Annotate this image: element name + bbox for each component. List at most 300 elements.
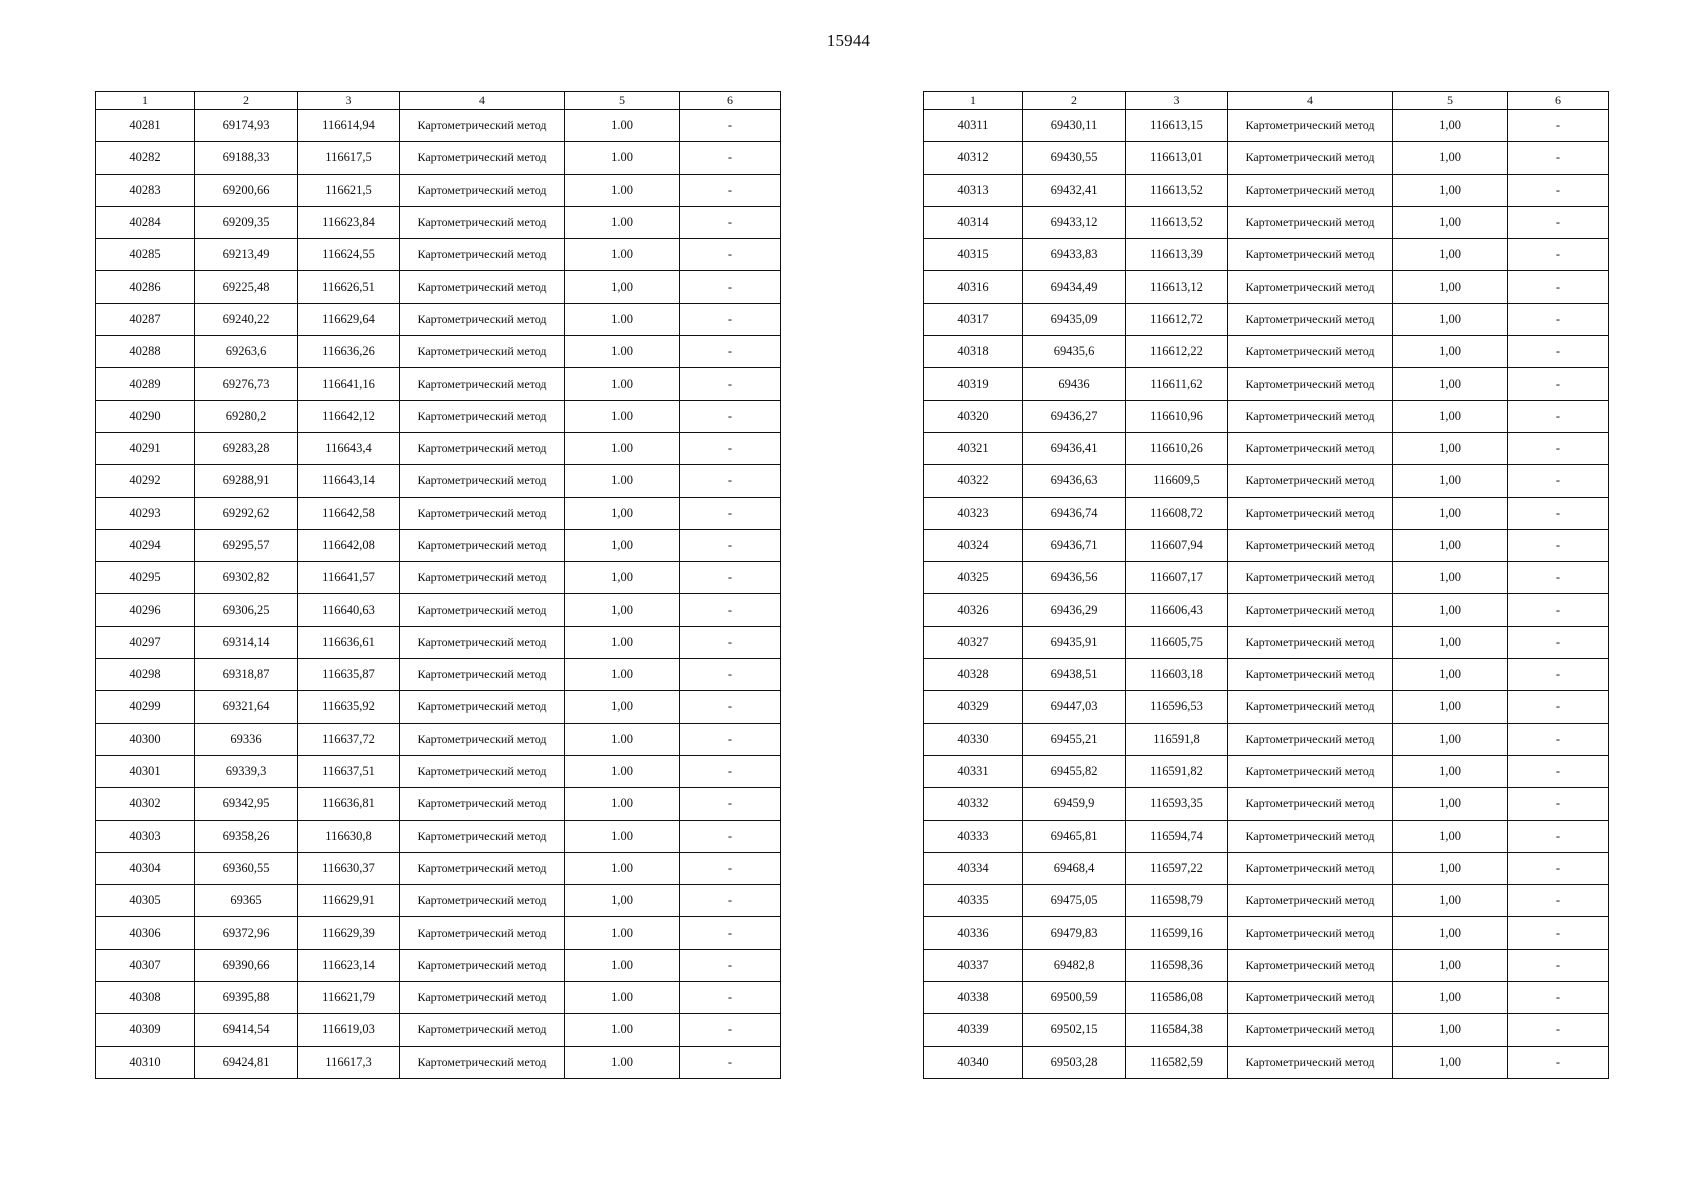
y-coordinate-cell: 116612,22	[1126, 336, 1228, 368]
note-cell: -	[1508, 562, 1609, 594]
point-number-cell: 40339	[924, 1014, 1023, 1046]
table-row	[924, 400, 1609, 432]
point-number-cell: 40293	[96, 497, 195, 529]
method-cell: Картометрический метод	[1228, 626, 1393, 658]
y-coordinate-cell: 116598,36	[1126, 949, 1228, 981]
point-number-cell: 40304	[96, 852, 195, 884]
x-coordinate-cell: 69280,2	[195, 400, 298, 432]
note-cell: -	[680, 174, 781, 206]
y-coordinate-cell: 116614,94	[298, 110, 400, 142]
point-number-cell: 40328	[924, 659, 1023, 691]
table-row	[96, 852, 781, 884]
note-cell: -	[680, 594, 781, 626]
y-coordinate-cell: 116582,59	[1126, 1046, 1228, 1078]
y-coordinate-cell: 116599,16	[1126, 917, 1228, 949]
table-row	[924, 303, 1609, 335]
point-number-cell: 40285	[96, 239, 195, 271]
method-cell: Картометрический метод	[1228, 788, 1393, 820]
accuracy-cell: 1,00	[1393, 368, 1508, 400]
accuracy-cell: 1,00	[1393, 432, 1508, 464]
x-coordinate-cell: 69339,3	[195, 755, 298, 787]
accuracy-cell: 1,00	[1393, 400, 1508, 432]
table-row	[924, 885, 1609, 917]
y-coordinate-cell: 116623,14	[298, 949, 400, 981]
point-number-cell: 40303	[96, 820, 195, 852]
accuracy-cell: 1,00	[565, 885, 680, 917]
table-row	[924, 271, 1609, 303]
accuracy-cell: 1,00	[1393, 659, 1508, 691]
method-cell: Картометрический метод	[400, 465, 565, 497]
column-header-6: 6	[1508, 92, 1609, 110]
table-row	[96, 271, 781, 303]
y-coordinate-cell: 116597,22	[1126, 852, 1228, 884]
point-number-cell: 40329	[924, 691, 1023, 723]
column-header-1: 1	[96, 92, 195, 110]
accuracy-cell: 1,00	[1393, 110, 1508, 142]
accuracy-cell: 1.00	[565, 432, 680, 464]
y-coordinate-cell: 116643,14	[298, 465, 400, 497]
x-coordinate-cell: 69435,91	[1023, 626, 1126, 658]
method-cell: Картометрический метод	[400, 110, 565, 142]
x-coordinate-cell: 69433,12	[1023, 206, 1126, 238]
point-number-cell: 40290	[96, 400, 195, 432]
x-coordinate-cell: 69390,66	[195, 949, 298, 981]
method-cell: Картометрический метод	[400, 368, 565, 400]
y-coordinate-cell: 116635,87	[298, 659, 400, 691]
method-cell: Картометрический метод	[400, 497, 565, 529]
point-number-cell: 40335	[924, 885, 1023, 917]
y-coordinate-cell: 116607,17	[1126, 562, 1228, 594]
point-number-cell: 40324	[924, 529, 1023, 561]
method-cell: Картометрический метод	[1228, 303, 1393, 335]
table-row	[924, 336, 1609, 368]
y-coordinate-cell: 116619,03	[298, 1014, 400, 1046]
y-coordinate-cell: 116613,52	[1126, 174, 1228, 206]
accuracy-cell: 1,00	[1393, 529, 1508, 561]
y-coordinate-cell: 116626,51	[298, 271, 400, 303]
column-header-3: 3	[1126, 92, 1228, 110]
point-number-cell: 40338	[924, 982, 1023, 1014]
x-coordinate-cell: 69395,88	[195, 982, 298, 1014]
point-number-cell: 40314	[924, 206, 1023, 238]
y-coordinate-cell: 116624,55	[298, 239, 400, 271]
note-cell: -	[1508, 788, 1609, 820]
x-coordinate-cell: 69465,81	[1023, 820, 1126, 852]
point-number-cell: 40336	[924, 917, 1023, 949]
x-coordinate-cell: 69502,15	[1023, 1014, 1126, 1046]
note-cell: -	[1508, 497, 1609, 529]
header-row	[924, 92, 1609, 110]
x-coordinate-cell: 69438,51	[1023, 659, 1126, 691]
method-cell: Картометрический метод	[400, 174, 565, 206]
point-number-cell: 40300	[96, 723, 195, 755]
accuracy-cell: 1,00	[1393, 239, 1508, 271]
note-cell: -	[1508, 529, 1609, 561]
y-coordinate-cell: 116607,94	[1126, 529, 1228, 561]
y-coordinate-cell: 116603,18	[1126, 659, 1228, 691]
table-row	[924, 788, 1609, 820]
note-cell: -	[1508, 271, 1609, 303]
accuracy-cell: 1.00	[565, 303, 680, 335]
accuracy-cell: 1.00	[565, 206, 680, 238]
y-coordinate-cell: 116584,38	[1126, 1014, 1228, 1046]
x-coordinate-cell: 69225,48	[195, 271, 298, 303]
x-coordinate-cell: 69436,29	[1023, 594, 1126, 626]
column-header-2: 2	[1023, 92, 1126, 110]
note-cell: -	[680, 497, 781, 529]
left-coordinates-table	[95, 91, 781, 1079]
method-cell: Картометрический метод	[400, 206, 565, 238]
column-header-4: 4	[400, 92, 565, 110]
point-number-cell: 40305	[96, 885, 195, 917]
point-number-cell: 40334	[924, 852, 1023, 884]
note-cell: -	[1508, 820, 1609, 852]
table-row	[96, 626, 781, 658]
method-cell: Картометрический метод	[400, 529, 565, 561]
y-coordinate-cell: 116605,75	[1126, 626, 1228, 658]
point-number-cell: 40321	[924, 432, 1023, 464]
point-number-cell: 40281	[96, 110, 195, 142]
y-coordinate-cell: 116613,15	[1126, 110, 1228, 142]
point-number-cell: 40317	[924, 303, 1023, 335]
note-cell: -	[680, 465, 781, 497]
y-coordinate-cell: 116630,8	[298, 820, 400, 852]
accuracy-cell: 1,00	[565, 594, 680, 626]
note-cell: -	[1508, 400, 1609, 432]
accuracy-cell: 1,00	[565, 562, 680, 594]
x-coordinate-cell: 69475,05	[1023, 885, 1126, 917]
y-coordinate-cell: 116641,57	[298, 562, 400, 594]
y-coordinate-cell: 116621,5	[298, 174, 400, 206]
x-coordinate-cell: 69447,03	[1023, 691, 1126, 723]
y-coordinate-cell: 116629,39	[298, 917, 400, 949]
point-number-cell: 40315	[924, 239, 1023, 271]
point-number-cell: 40316	[924, 271, 1023, 303]
x-coordinate-cell: 69424,81	[195, 1046, 298, 1078]
point-number-cell: 40309	[96, 1014, 195, 1046]
accuracy-cell: 1.00	[565, 336, 680, 368]
note-cell: -	[680, 917, 781, 949]
method-cell: Картометрический метод	[400, 659, 565, 691]
note-cell: -	[1508, 723, 1609, 755]
column-header-3: 3	[298, 92, 400, 110]
accuracy-cell: 1.00	[565, 174, 680, 206]
point-number-cell: 40296	[96, 594, 195, 626]
y-coordinate-cell: 116613,12	[1126, 271, 1228, 303]
x-coordinate-cell: 69455,21	[1023, 723, 1126, 755]
method-cell: Картометрический метод	[1228, 949, 1393, 981]
y-coordinate-cell: 116596,53	[1126, 691, 1228, 723]
y-coordinate-cell: 116641,16	[298, 368, 400, 400]
note-cell: -	[1508, 917, 1609, 949]
table-row	[96, 755, 781, 787]
note-cell: -	[1508, 852, 1609, 884]
y-coordinate-cell: 116635,92	[298, 691, 400, 723]
method-cell: Картометрический метод	[1228, 336, 1393, 368]
note-cell: -	[1508, 174, 1609, 206]
note-cell: -	[680, 852, 781, 884]
accuracy-cell: 1,00	[1393, 852, 1508, 884]
column-header-5: 5	[1393, 92, 1508, 110]
point-number-cell: 40287	[96, 303, 195, 335]
accuracy-cell: 1,00	[1393, 497, 1508, 529]
note-cell: -	[1508, 626, 1609, 658]
x-coordinate-cell: 69414,54	[195, 1014, 298, 1046]
y-coordinate-cell: 116612,72	[1126, 303, 1228, 335]
x-coordinate-cell: 69302,82	[195, 562, 298, 594]
x-coordinate-cell: 69436	[1023, 368, 1126, 400]
column-header-2: 2	[195, 92, 298, 110]
note-cell: -	[680, 626, 781, 658]
y-coordinate-cell: 116598,79	[1126, 885, 1228, 917]
right-coordinates-table	[923, 91, 1609, 1079]
table-row	[924, 174, 1609, 206]
accuracy-cell: 1,00	[1393, 949, 1508, 981]
note-cell: -	[1508, 1014, 1609, 1046]
point-number-cell: 40282	[96, 142, 195, 174]
point-number-cell: 40320	[924, 400, 1023, 432]
column-header-4: 4	[1228, 92, 1393, 110]
method-cell: Картометрический метод	[400, 982, 565, 1014]
method-cell: Картометрический метод	[1228, 529, 1393, 561]
point-number-cell: 40311	[924, 110, 1023, 142]
header-row	[96, 92, 781, 110]
method-cell: Картометрический метод	[400, 755, 565, 787]
y-coordinate-cell: 116643,4	[298, 432, 400, 464]
x-coordinate-cell: 69288,91	[195, 465, 298, 497]
y-coordinate-cell: 116591,8	[1126, 723, 1228, 755]
method-cell: Картометрический метод	[1228, 271, 1393, 303]
accuracy-cell: 1.00	[565, 368, 680, 400]
point-number-cell: 40308	[96, 982, 195, 1014]
right-table-body	[924, 110, 1609, 1079]
point-number-cell: 40302	[96, 788, 195, 820]
accuracy-cell: 1,00	[1393, 594, 1508, 626]
y-coordinate-cell: 116629,64	[298, 303, 400, 335]
table-row	[924, 949, 1609, 981]
accuracy-cell: 1.00	[565, 1014, 680, 1046]
table-row	[96, 529, 781, 561]
x-coordinate-cell: 69295,57	[195, 529, 298, 561]
accuracy-cell: 1,00	[1393, 788, 1508, 820]
accuracy-cell: 1.00	[565, 723, 680, 755]
method-cell: Картометрический метод	[1228, 368, 1393, 400]
accuracy-cell: 1,00	[565, 497, 680, 529]
table-row	[96, 1014, 781, 1046]
method-cell: Картометрический метод	[1228, 1014, 1393, 1046]
column-header-6: 6	[680, 92, 781, 110]
note-cell: -	[680, 432, 781, 464]
y-coordinate-cell: 116642,08	[298, 529, 400, 561]
accuracy-cell: 1.00	[565, 982, 680, 1014]
method-cell: Картометрический метод	[400, 1046, 565, 1078]
table-row	[924, 142, 1609, 174]
x-coordinate-cell: 69436,27	[1023, 400, 1126, 432]
point-number-cell: 40330	[924, 723, 1023, 755]
method-cell: Картометрический метод	[400, 239, 565, 271]
accuracy-cell: 1.00	[565, 110, 680, 142]
point-number-cell: 40284	[96, 206, 195, 238]
method-cell: Картометрический метод	[400, 594, 565, 626]
method-cell: Картометрический метод	[1228, 497, 1393, 529]
point-number-cell: 40337	[924, 949, 1023, 981]
accuracy-cell: 1,00	[1393, 755, 1508, 787]
table-row	[96, 368, 781, 400]
y-coordinate-cell: 116609,5	[1126, 465, 1228, 497]
table-row	[924, 659, 1609, 691]
table-row	[96, 917, 781, 949]
y-coordinate-cell: 116636,61	[298, 626, 400, 658]
point-number-cell: 40301	[96, 755, 195, 787]
x-coordinate-cell: 69342,95	[195, 788, 298, 820]
table-row	[924, 368, 1609, 400]
accuracy-cell: 1,00	[1393, 917, 1508, 949]
x-coordinate-cell: 69468,4	[1023, 852, 1126, 884]
table-row	[96, 206, 781, 238]
note-cell: -	[1508, 465, 1609, 497]
method-cell: Картометрический метод	[400, 432, 565, 464]
note-cell: -	[680, 142, 781, 174]
y-coordinate-cell: 116610,96	[1126, 400, 1228, 432]
point-number-cell: 40313	[924, 174, 1023, 206]
accuracy-cell: 1,00	[1393, 303, 1508, 335]
table-row	[96, 949, 781, 981]
y-coordinate-cell: 116640,63	[298, 594, 400, 626]
y-coordinate-cell: 116617,5	[298, 142, 400, 174]
method-cell: Картометрический метод	[1228, 820, 1393, 852]
table-row	[96, 174, 781, 206]
method-cell: Картометрический метод	[400, 271, 565, 303]
note-cell: -	[680, 1046, 781, 1078]
x-coordinate-cell: 69436,56	[1023, 562, 1126, 594]
x-coordinate-cell: 69240,22	[195, 303, 298, 335]
note-cell: -	[1508, 336, 1609, 368]
x-coordinate-cell: 69365	[195, 885, 298, 917]
note-cell: -	[1508, 432, 1609, 464]
accuracy-cell: 1,00	[1393, 465, 1508, 497]
x-coordinate-cell: 69503,28	[1023, 1046, 1126, 1078]
y-coordinate-cell: 116629,91	[298, 885, 400, 917]
accuracy-cell: 1,00	[1393, 174, 1508, 206]
table-row	[924, 206, 1609, 238]
method-cell: Картометрический метод	[1228, 594, 1393, 626]
accuracy-cell: 1,00	[1393, 820, 1508, 852]
table-row	[96, 820, 781, 852]
y-coordinate-cell: 116593,35	[1126, 788, 1228, 820]
y-coordinate-cell: 116610,26	[1126, 432, 1228, 464]
point-number-cell: 40292	[96, 465, 195, 497]
note-cell: -	[680, 206, 781, 238]
y-coordinate-cell: 116623,84	[298, 206, 400, 238]
note-cell: -	[680, 723, 781, 755]
table-row	[924, 594, 1609, 626]
method-cell: Картометрический метод	[1228, 659, 1393, 691]
x-coordinate-cell: 69435,6	[1023, 336, 1126, 368]
table-row	[924, 110, 1609, 142]
note-cell: -	[680, 982, 781, 1014]
method-cell: Картометрический метод	[1228, 691, 1393, 723]
table-row	[96, 594, 781, 626]
table-row	[924, 497, 1609, 529]
accuracy-cell: 1.00	[565, 142, 680, 174]
y-coordinate-cell: 116613,52	[1126, 206, 1228, 238]
method-cell: Картометрический метод	[1228, 982, 1393, 1014]
note-cell: -	[680, 303, 781, 335]
note-cell: -	[680, 1014, 781, 1046]
point-number-cell: 40283	[96, 174, 195, 206]
y-coordinate-cell: 116621,79	[298, 982, 400, 1014]
note-cell: -	[1508, 982, 1609, 1014]
accuracy-cell: 1,00	[1393, 723, 1508, 755]
table-row	[96, 336, 781, 368]
table-row	[924, 755, 1609, 787]
method-cell: Картометрический метод	[1228, 723, 1393, 755]
y-coordinate-cell: 116642,58	[298, 497, 400, 529]
x-coordinate-cell: 69430,11	[1023, 110, 1126, 142]
point-number-cell: 40327	[924, 626, 1023, 658]
accuracy-cell: 1.00	[565, 820, 680, 852]
table-row	[924, 1014, 1609, 1046]
method-cell: Картометрический метод	[400, 336, 565, 368]
y-coordinate-cell: 116613,01	[1126, 142, 1228, 174]
note-cell: -	[680, 400, 781, 432]
accuracy-cell: 1,00	[1393, 562, 1508, 594]
note-cell: -	[1508, 142, 1609, 174]
x-coordinate-cell: 69433,83	[1023, 239, 1126, 271]
x-coordinate-cell: 69430,55	[1023, 142, 1126, 174]
table-row	[96, 239, 781, 271]
x-coordinate-cell: 69372,96	[195, 917, 298, 949]
table-row	[96, 723, 781, 755]
x-coordinate-cell: 69283,28	[195, 432, 298, 464]
note-cell: -	[1508, 659, 1609, 691]
method-cell: Картометрический метод	[400, 142, 565, 174]
method-cell: Картометрический метод	[400, 949, 565, 981]
method-cell: Картометрический метод	[400, 788, 565, 820]
method-cell: Картометрический метод	[1228, 400, 1393, 432]
accuracy-cell: 1,00	[565, 271, 680, 303]
note-cell: -	[680, 562, 781, 594]
x-coordinate-cell: 69436,74	[1023, 497, 1126, 529]
method-cell: Картометрический метод	[1228, 465, 1393, 497]
method-cell: Картометрический метод	[1228, 432, 1393, 464]
accuracy-cell: 1,00	[1393, 1014, 1508, 1046]
x-coordinate-cell: 69209,35	[195, 206, 298, 238]
point-number-cell: 40306	[96, 917, 195, 949]
left-table-body	[96, 110, 781, 1079]
note-cell: -	[680, 336, 781, 368]
accuracy-cell: 1.00	[565, 788, 680, 820]
y-coordinate-cell: 116637,51	[298, 755, 400, 787]
x-coordinate-cell: 69276,73	[195, 368, 298, 400]
method-cell: Картометрический метод	[400, 400, 565, 432]
x-coordinate-cell: 69436,41	[1023, 432, 1126, 464]
accuracy-cell: 1,00	[1393, 271, 1508, 303]
note-cell: -	[1508, 206, 1609, 238]
x-coordinate-cell: 69432,41	[1023, 174, 1126, 206]
table-row	[924, 529, 1609, 561]
note-cell: -	[1508, 885, 1609, 917]
point-number-cell: 40323	[924, 497, 1023, 529]
method-cell: Картометрический метод	[400, 1014, 565, 1046]
x-coordinate-cell: 69360,55	[195, 852, 298, 884]
accuracy-cell: 1,00	[565, 529, 680, 561]
note-cell: -	[1508, 691, 1609, 723]
method-cell: Картометрический метод	[400, 691, 565, 723]
point-number-cell: 40322	[924, 465, 1023, 497]
point-number-cell: 40312	[924, 142, 1023, 174]
method-cell: Картометрический метод	[1228, 755, 1393, 787]
